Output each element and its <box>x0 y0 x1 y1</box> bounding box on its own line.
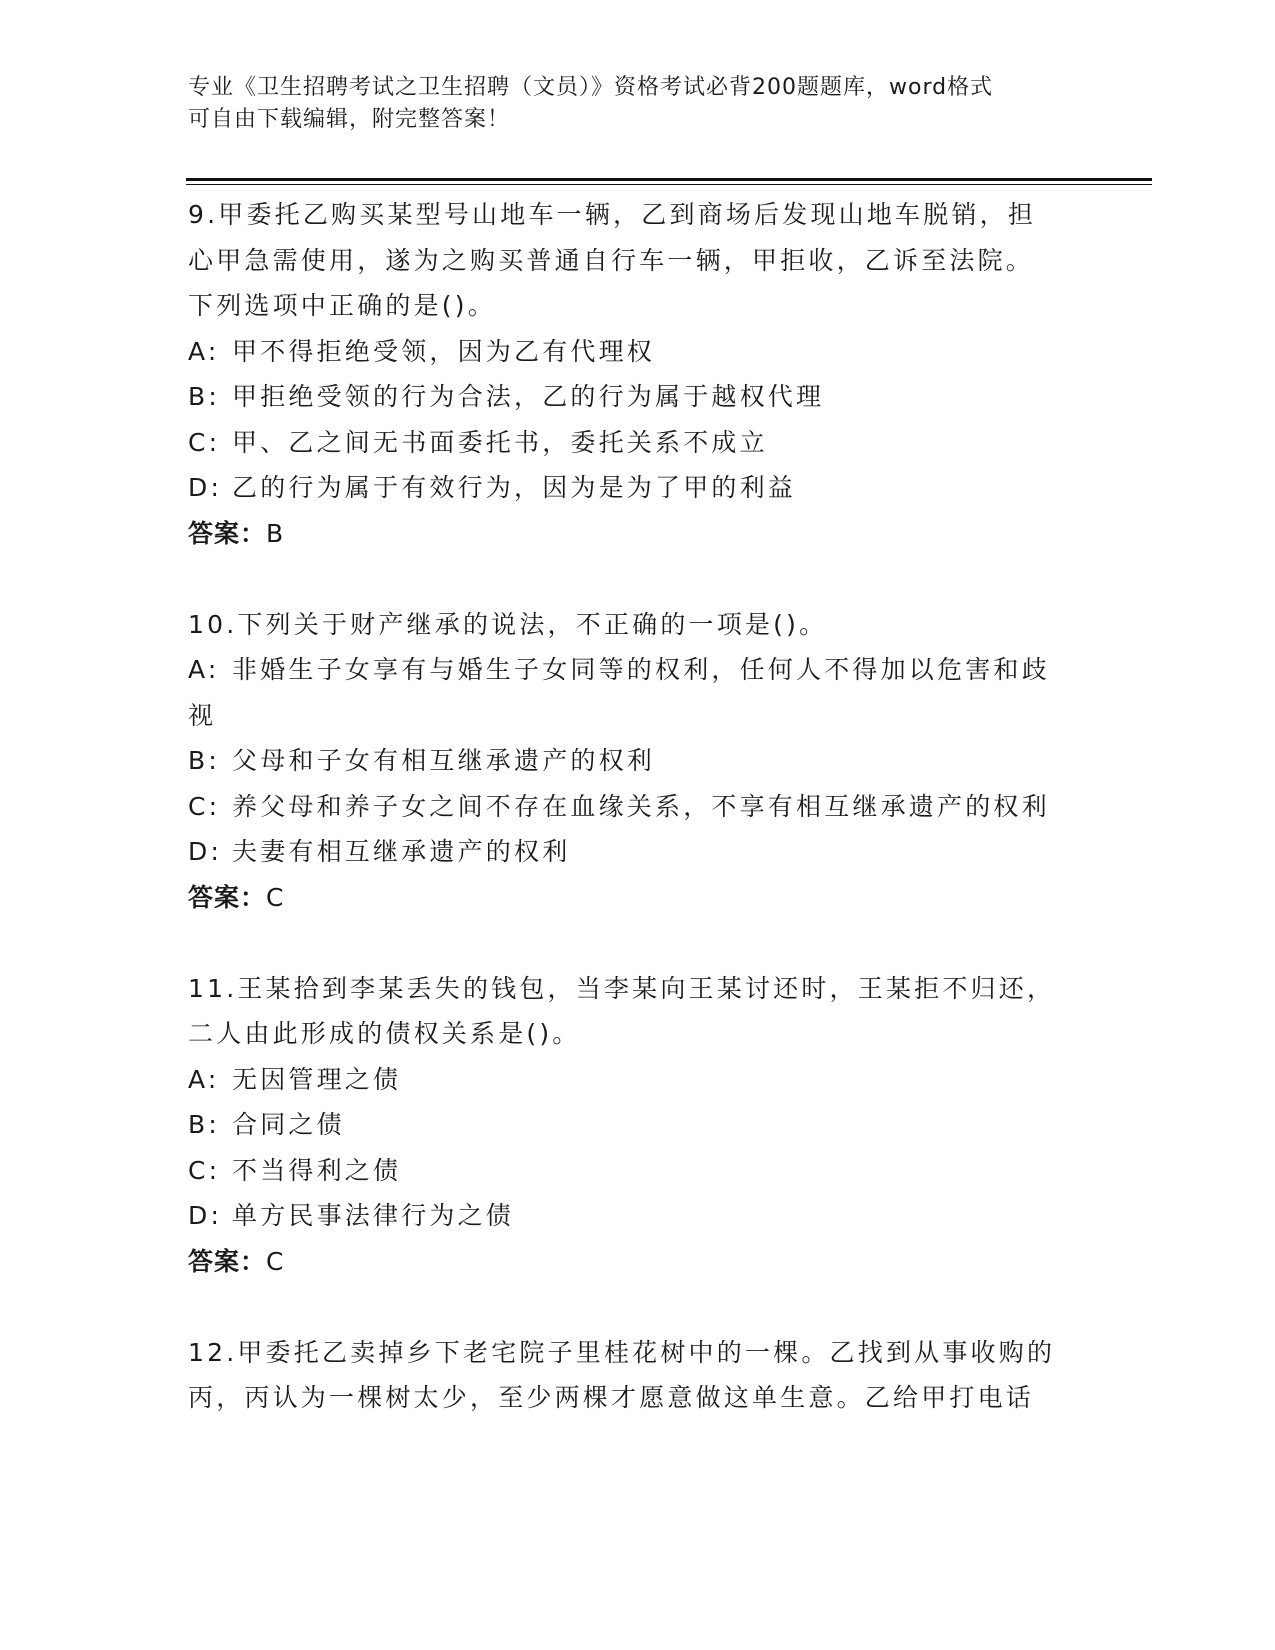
question-9 <box>188 192 1088 556</box>
header-rule-thick <box>186 178 1152 181</box>
option-key: B: <box>188 382 220 411</box>
question-text-line: 心甲急需使用，遂为之购买普通自行车一辆，甲拒收，乙诉至法院。 <box>188 245 1035 275</box>
option-b <box>188 738 1088 784</box>
option-c <box>188 420 1088 466</box>
header-line-1: 专业《卫生招聘考试之卫生招聘（文员）》资格考试必背200题题库，word格式 <box>188 75 994 100</box>
option-c <box>188 784 1088 830</box>
question-text-line: 下列选项中正确的是()。 <box>188 291 496 320</box>
option-a <box>188 1057 1088 1103</box>
option-text: 甲、乙之间无书面委托书，委托关系不成立 <box>232 427 768 457</box>
option-text: 甲不得拒绝受领，因为乙有代理权 <box>232 336 656 366</box>
option-key: D: <box>188 837 223 866</box>
question-text-line: 11.王某拾到李某丢失的钱包，当李某向王某讨还时，王某拒不归还， <box>188 973 1056 1003</box>
answer-line <box>188 1239 1088 1285</box>
question-text-line: 9.甲委托乙购买某型号山地车一辆，乙到商场后发现山地车脱销，担 <box>188 200 1037 229</box>
option-text: 无因管理之债 <box>232 1064 402 1094</box>
option-text: 不当得利之债 <box>232 1155 402 1185</box>
option-key: B: <box>188 746 220 775</box>
question-11 <box>188 966 1088 1285</box>
option-key: C: <box>188 427 221 457</box>
answer-label: 答案： <box>188 1246 267 1276</box>
answer-value: C <box>266 882 285 912</box>
question-list <box>188 192 1088 1421</box>
option-key: A: <box>188 336 220 366</box>
option-key: B: <box>188 1110 220 1139</box>
question-spacer <box>188 920 1088 966</box>
answer-label: 答案： <box>188 518 267 548</box>
option-text: 乙的行为属于有效行为，因为是为了甲的利益 <box>232 473 797 502</box>
option-key: D: <box>188 1201 223 1230</box>
question-10 <box>188 602 1088 921</box>
answer-value: B <box>266 518 285 548</box>
option-d <box>188 1193 1088 1239</box>
document-header <box>188 72 1068 136</box>
option-text: 养父母和养子女之间不存在血缘关系，不享有相互继承遗产的权利 <box>232 791 1050 821</box>
answer-line <box>188 875 1088 921</box>
option-text: 夫妻有相互继承遗产的权利 <box>232 837 571 866</box>
option-key: D: <box>188 473 223 502</box>
option-key: C: <box>188 791 221 821</box>
header-rule-thin <box>186 184 1152 185</box>
option-a <box>188 647 1088 693</box>
option-a <box>188 329 1088 375</box>
question-spacer <box>188 1284 1088 1330</box>
option-continuation: 视 <box>188 700 217 730</box>
question-text-line: 丙，丙认为一棵树太少，至少两棵才愿意做这单生意。乙给甲打电话 <box>188 1383 1035 1412</box>
option-key: A: <box>188 655 220 684</box>
question-spacer <box>188 556 1088 602</box>
question-text-line: 二人由此形成的债权关系是()。 <box>188 1019 581 1048</box>
option-text: 单方民事法律行为之债 <box>232 1201 515 1230</box>
option-text: 合同之债 <box>232 1110 345 1139</box>
answer-value: C <box>266 1246 285 1276</box>
option-text: 非婚生子女享有与婚生子女同等的权利，任何人不得加以危害和歧 <box>232 655 1050 684</box>
option-c <box>188 1148 1088 1194</box>
option-key: A: <box>188 1064 220 1094</box>
header-line-2: 可自由下载编辑，附完整答案！ <box>188 107 511 132</box>
option-text: 甲拒绝受领的行为合法，乙的行为属于越权代理 <box>232 382 825 411</box>
option-key: C: <box>188 1155 221 1185</box>
option-text: 父母和子女有相互继承遗产的权利 <box>232 746 656 775</box>
question-12 <box>188 1330 1088 1421</box>
option-d <box>188 465 1088 511</box>
answer-line <box>188 511 1088 557</box>
option-d <box>188 829 1088 875</box>
option-b <box>188 374 1088 420</box>
question-text-line: 12.甲委托乙卖掉乡下老宅院子里桂花树中的一棵。乙找到从事收购的 <box>188 1337 1056 1367</box>
answer-label: 答案： <box>188 882 267 912</box>
question-text-line: 10.下列关于财产继承的说法，不正确的一项是()。 <box>188 609 828 639</box>
option-b <box>188 1102 1088 1148</box>
